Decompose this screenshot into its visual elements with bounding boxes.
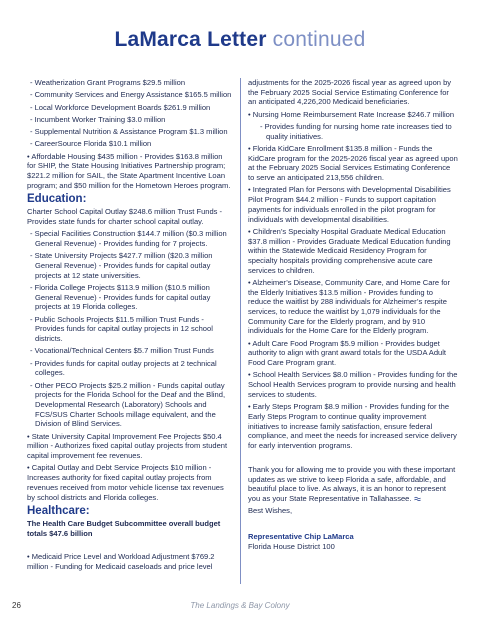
paragraph: - Special Facilities Construction $144.7 million ($0.3 million General Revenue) - Provides funding for 7 projects. — [30, 229, 227, 248]
signature-name: Representative Chip LaMarca — [248, 531, 354, 541]
page-number: 26 — [12, 601, 21, 610]
paragraph: - Other PECO Projects $25.2 million - Funds capital outlay projects for the Florida School for the Deaf and the Blind, Developmental Research (Laboratory) Schools and FCS/SUS Charter Schools millage equivalent, and the Division of Blind Services. — [30, 380, 226, 429]
paragraph: - Provides funding for nursing home rate increases tied to quality initiatives. — [260, 122, 452, 141]
paragraph: - State University Projects $427.7 million ($20.3 million General Revenue) - Provides funds for capital outlay projects at 12 state universities. — [30, 251, 213, 280]
paragraph: - Florida College Projects $113.9 million ($10.5 million General Revenue) - Provides funds for capital outlay projects at 19 Florida colleges. — [30, 282, 211, 312]
paragraph: • Integrated Plan for Persons with Developmental Disabilities Pilot Program $44.2 million - Funds to support capitation payments for individuals enrolled in the pilot program for individuals with developmental disabilities. — [248, 185, 451, 224]
spacer — [27, 541, 232, 550]
end-mark-icon — [414, 496, 421, 501]
right-column-body — [248, 78, 458, 516]
paragraph: • Children’s Specialty Hospital Graduate Medical Education $37.8 million - Provides Graduate Medical Education funding within the Statewide Medicaid Residency Program for specialty hospitals providing comprehensive acute care services to children. — [248, 226, 451, 275]
paragraph: • Affordable Housing $435 million - Provides $163.8 million for SHIP, the State Housing Initiatives Partnership program; $221.2 million for SAIL, the State Apartment Incentive Loan program; and $50 million for the Hometown Heroes program. — [27, 151, 231, 190]
paragraph: • School Health Services $8.0 million - Provides funding for the School Health Services program to provide nursing and health services to students. — [248, 370, 458, 399]
left-column — [27, 78, 232, 574]
paragraph: Best Wishes, — [248, 506, 293, 516]
spacer — [248, 453, 458, 462]
right-column — [248, 78, 458, 554]
paragraph: • Medicaid Price Level and Workload Adjustment $769.2 million - Funding for Medicaid caseloads and price level — [27, 552, 215, 572]
title-bold: LaMarca Letter — [114, 28, 267, 51]
paragraph: adjustments for the 2025-2026 fiscal year as agreed upon by the February 2025 Social Service Estimating Conference for an anticipated 4,226,200 Medicaid beneficiaries. — [248, 78, 452, 107]
title-continued: continued — [266, 28, 366, 51]
paragraph: Thank you for allowing me to provide you with these important updates as we strive to keep Florida a safe, affordable, and beautiful place to live. As always, it is an honor to represent you as your State Representative in Tallahassee. — [248, 464, 456, 503]
section-heading: Education: — [27, 193, 87, 206]
paragraph: • Alzheimer’s Disease, Community Care, and Home Care for the Elderly Initiatives $13.5 million - Provides funding to reduce the waitlist by 288 individuals for Alzheimer’s respite services, to reduce the waitlist by 1,079 individuals for the Community Care for the Elderly program, and by 910 individuals for the Home Care for the Elderly program. — [248, 277, 451, 336]
paragraph: • Florida KidCare Enrollment $135.8 million - Funds the KidCare program for the 2025-2026 fiscal year as agreed upon at the February 2025 Social Services Estimating Conference to serve an anticipated 213,556 children. — [248, 144, 458, 183]
section-heading: Healthcare: — [27, 504, 90, 517]
paragraph: - Vocational/Technical Centers $5.7 million Trust Funds — [30, 346, 214, 356]
paragraph: Charter School Capital Outlay $248.6 million Trust Funds - Provides state funds for charter school capital outlay. — [27, 207, 223, 226]
signature-district: Florida House District 100 — [248, 541, 335, 551]
paragraph: - Community Services and Energy Assistance $165.5 million — [30, 90, 232, 100]
paragraph: - Incumbent Worker Training $3.0 million — [30, 114, 166, 124]
paragraph: - Provides funds for capital outlay projects at 2 technical colleges. — [30, 358, 217, 378]
paragraph: - Supplemental Nutrition & Assistance Program $1.3 million — [30, 127, 228, 137]
paragraph: - Local Workforce Development Boards $261.9 million — [30, 102, 211, 112]
column-divider — [240, 78, 241, 584]
paragraph: - Weatherization Grant Programs $29.5 million — [30, 78, 186, 87]
paragraph: • State University Capital Improvement Fee Projects $50.4 million - Authorizes fixed capital outlay projects from student capital improvement fee revenues. — [27, 431, 228, 461]
paragraph: - Public Schools Projects $11.5 million Trust Funds - Provides funds for capital outlay projects in 12 school districts. — [30, 314, 213, 343]
paragraph: - CareerSource Florida $10.1 million — [30, 139, 152, 149]
paragraph: The Health Care Budget Subcommittee overall budget totals $47.6 billion — [27, 518, 221, 538]
paragraph: • Nursing Home Reimbursement Rate Increase $246.7 million — [248, 109, 455, 119]
paragraph: • Capital Outlay and Debt Service Projects $10 million - Increases authority for fixed capital outlay projects from revenues received from motor vehicle license tax revenues by school districts and Florida colleges. — [27, 463, 224, 502]
page-title — [0, 28, 480, 52]
paragraph: • Adult Care Food Program $5.9 million - Provides budget authority to align with grant award totals for the USDA Adult Food Care Program grant. — [248, 338, 447, 368]
publication-name: The Landings & Bay Colony — [190, 601, 290, 610]
paragraph: • Early Steps Program $8.9 million - Provides funding for the Early Steps Program to continue quality improvement initiatives to increase family satisfaction, ensure federal compliance, and meet the needs for increased service delivery for early intervention programs. — [248, 402, 457, 450]
